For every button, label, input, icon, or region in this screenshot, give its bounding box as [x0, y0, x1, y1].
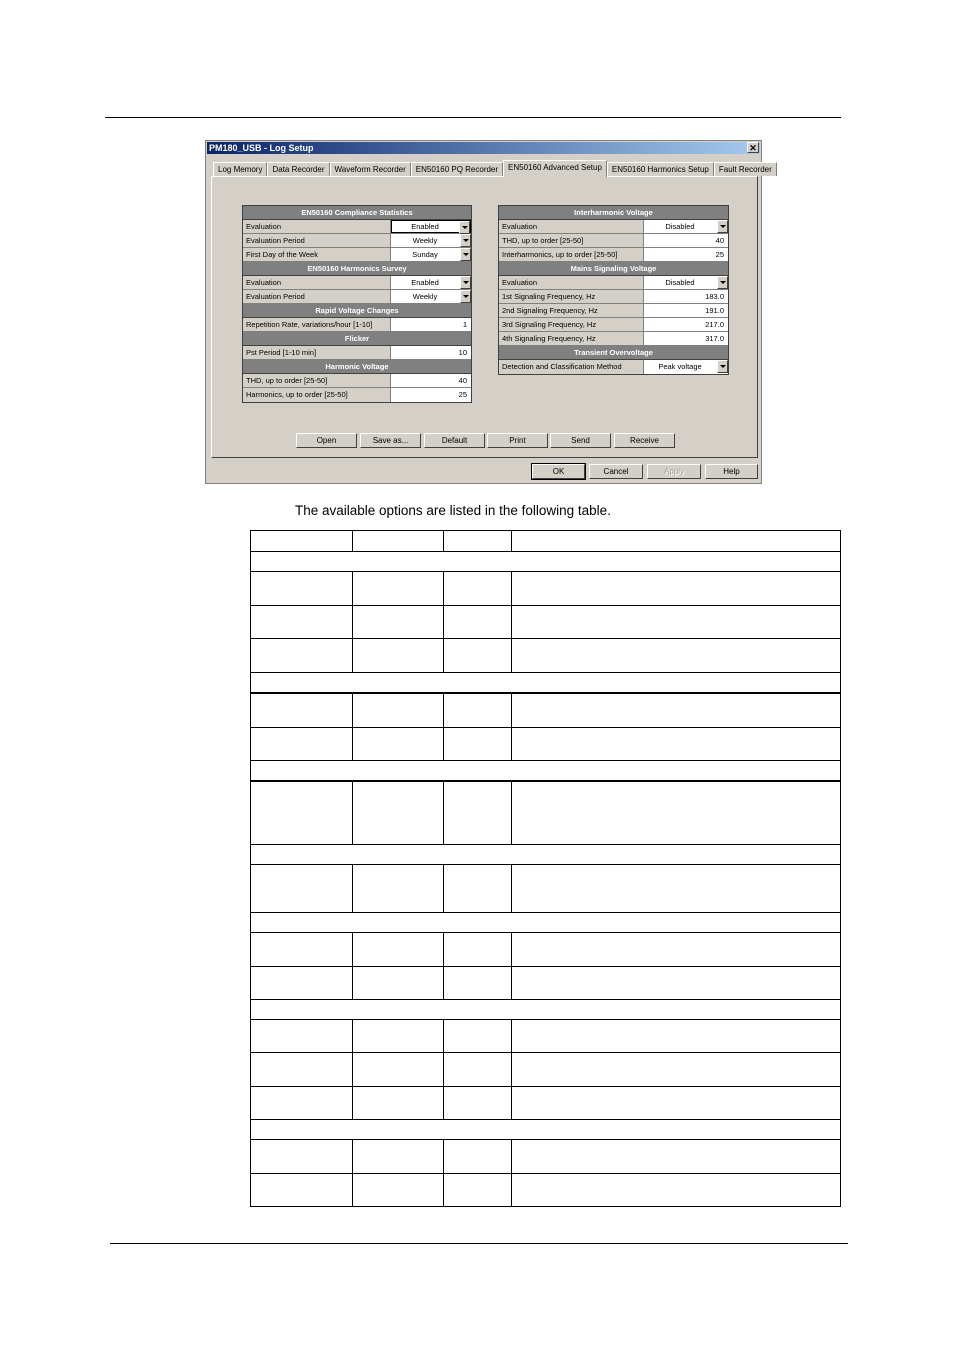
table-section-row [251, 913, 841, 933]
table-row [251, 606, 841, 639]
setting-label: 3rd Signaling Frequency, Hz [499, 318, 644, 331]
header-rule [105, 117, 841, 118]
section-header-flicker: Flicker [243, 332, 471, 346]
table-row [251, 1087, 841, 1120]
table-section-row [251, 673, 841, 694]
tab-strip [213, 160, 777, 176]
setting-label: THD, up to order [25-50] [499, 234, 644, 247]
setting-label: Evaluation Period [243, 290, 391, 303]
cancel-button[interactable]: Cancel [589, 464, 643, 479]
setting-row [243, 290, 471, 304]
setting-label: Repetition Rate, variations/hour [1-10] [243, 318, 391, 331]
right-settings-grid [498, 205, 729, 375]
select-value: Enabled [411, 278, 439, 287]
setting-row [499, 332, 728, 346]
compliance-period-select[interactable] [391, 234, 471, 247]
setting-label: 1st Signaling Frequency, Hz [499, 290, 644, 303]
setting-label: 4th Signaling Frequency, Hz [499, 332, 644, 345]
select-value: Peak voltage [658, 362, 702, 371]
close-button[interactable] [747, 142, 759, 153]
table-section-row [251, 1120, 841, 1140]
setting-row [499, 276, 728, 290]
select-value: Enabled [411, 222, 439, 231]
thd-order-field[interactable]: 40 [391, 374, 471, 387]
chevron-down-icon[interactable] [717, 276, 728, 289]
footer-rule [110, 1243, 848, 1244]
signal-freq-1-field[interactable]: 183.0 [644, 290, 728, 303]
setting-row [243, 248, 471, 262]
chevron-down-icon[interactable] [460, 276, 471, 289]
table-header-row [251, 531, 841, 552]
apply-button[interactable]: Apply [647, 464, 701, 479]
setting-label: Evaluation Period [243, 234, 391, 247]
table-section-row [251, 760, 841, 781]
ok-button[interactable]: OK [532, 464, 585, 479]
signal-freq-3-field[interactable]: 217.0 [644, 318, 728, 331]
signal-freq-2-field[interactable]: 191.0 [644, 304, 728, 317]
chevron-down-icon[interactable] [459, 221, 470, 234]
table-row [251, 572, 841, 606]
setting-row [499, 304, 728, 318]
left-settings-grid [242, 205, 472, 403]
table-row [251, 865, 841, 913]
select-value: Disabled [665, 222, 695, 231]
chevron-down-icon[interactable] [717, 220, 728, 233]
setting-row [243, 220, 471, 234]
section-header-harmonic-voltage: Harmonic Voltage [243, 360, 471, 374]
table-section-row [251, 552, 841, 572]
setting-label: Evaluation [243, 276, 391, 289]
table-row [251, 639, 841, 673]
title-bar [207, 142, 760, 154]
setting-label: THD, up to order [25-50] [243, 374, 391, 387]
setting-row [243, 374, 471, 388]
setting-row [499, 248, 728, 262]
open-button[interactable]: Open [296, 433, 357, 448]
chevron-down-icon[interactable] [717, 360, 728, 373]
section-header-rapid-voltage: Rapid Voltage Changes [243, 304, 471, 318]
table-row [251, 967, 841, 1000]
setting-label: Evaluation [499, 220, 644, 233]
survey-period-select[interactable] [391, 290, 471, 303]
tab-en50160-advanced-setup[interactable]: EN50160 Advanced Setup [503, 160, 607, 177]
table-row [251, 1020, 841, 1053]
setting-label: Harmonics, up to order [25-50] [243, 388, 391, 402]
mains-evaluation-select[interactable] [644, 276, 728, 289]
setting-row [243, 346, 471, 360]
table-section-row [251, 1000, 841, 1020]
close-icon: ✕ [749, 143, 757, 153]
section-header-harmonics-survey: EN50160 Harmonics Survey [243, 262, 471, 276]
table-row [251, 1140, 841, 1174]
table-row [251, 781, 841, 845]
log-setup-dialog [205, 140, 772, 484]
tab-data-recorder[interactable]: Data Recorder [267, 162, 329, 176]
select-value: Sunday [412, 250, 438, 259]
setting-row [243, 276, 471, 290]
chevron-down-icon[interactable] [460, 290, 471, 303]
setting-row [243, 388, 471, 402]
setting-label: Evaluation [243, 220, 391, 233]
section-header-interharmonic: Interharmonic Voltage [499, 206, 728, 220]
save-as-button[interactable]: Save as... [360, 433, 421, 448]
receive-button[interactable]: Receive [614, 433, 675, 448]
harmonics-order-field[interactable]: 25 [391, 388, 471, 402]
setting-label: Detection and Classification Method [499, 360, 644, 374]
setting-row [243, 318, 471, 332]
first-day-select[interactable] [391, 248, 471, 261]
table-row [251, 693, 841, 727]
section-header-transient: Transient Overvoltage [499, 346, 728, 360]
setting-row [499, 220, 728, 234]
table-row [251, 1174, 841, 1207]
select-value: Weekly [412, 292, 438, 301]
tab-waveform-recorder[interactable]: Waveform Recorder [330, 162, 411, 176]
interharmonic-thd-field[interactable]: 40 [644, 234, 728, 247]
signal-freq-4-field[interactable]: 317.0 [644, 332, 728, 345]
setting-label: Pst Period [1-10 min] [243, 346, 391, 359]
setting-label: Evaluation [499, 276, 644, 289]
section-header-compliance: EN50160 Compliance Statistics [243, 206, 471, 220]
window-title: PM180_USB - Log Setup [209, 143, 314, 153]
options-table [250, 530, 841, 1207]
section-header-mains-signaling: Mains Signaling Voltage [499, 262, 728, 276]
setting-row [499, 360, 728, 374]
default-button[interactable]: Default [424, 433, 485, 448]
setting-row [243, 234, 471, 248]
detection-method-select[interactable] [644, 360, 728, 374]
tab-fault-recorder[interactable]: Fault Recorder [714, 162, 777, 176]
table-section-row [251, 845, 841, 865]
compliance-evaluation-select[interactable] [391, 220, 471, 233]
setting-label: First Day of the Week [243, 248, 391, 261]
setting-row [499, 290, 728, 304]
table-row [251, 727, 841, 760]
send-button[interactable]: Send [550, 433, 611, 448]
select-value: Weekly [412, 236, 438, 245]
tab-log-memory[interactable]: Log Memory [213, 162, 267, 176]
tab-en50160-pq-recorder[interactable]: EN50160 PQ Recorder [411, 162, 503, 176]
repetition-rate-field[interactable]: 1 [391, 318, 471, 331]
interharmonic-evaluation-select[interactable] [644, 220, 728, 233]
chevron-down-icon[interactable] [460, 234, 471, 247]
interharmonics-order-field[interactable]: 25 [644, 248, 728, 261]
pst-period-field[interactable]: 10 [391, 346, 471, 359]
setting-label: 2nd Signaling Frequency, Hz [499, 304, 644, 317]
help-button[interactable]: Help [705, 464, 758, 479]
table-row [251, 1053, 841, 1087]
table-row [251, 933, 841, 967]
tab-en50160-harmonics-setup[interactable]: EN50160 Harmonics Setup [607, 162, 714, 176]
chevron-down-icon[interactable] [460, 248, 471, 261]
setting-label: Interharmonics, up to order [25-50] [499, 248, 644, 261]
print-button[interactable]: Print [487, 433, 548, 448]
survey-evaluation-select[interactable] [391, 276, 471, 289]
setting-row [499, 318, 728, 332]
table-caption: The available options are listed in the following table. [295, 503, 611, 518]
select-value: Disabled [665, 278, 695, 287]
setting-row [499, 234, 728, 248]
